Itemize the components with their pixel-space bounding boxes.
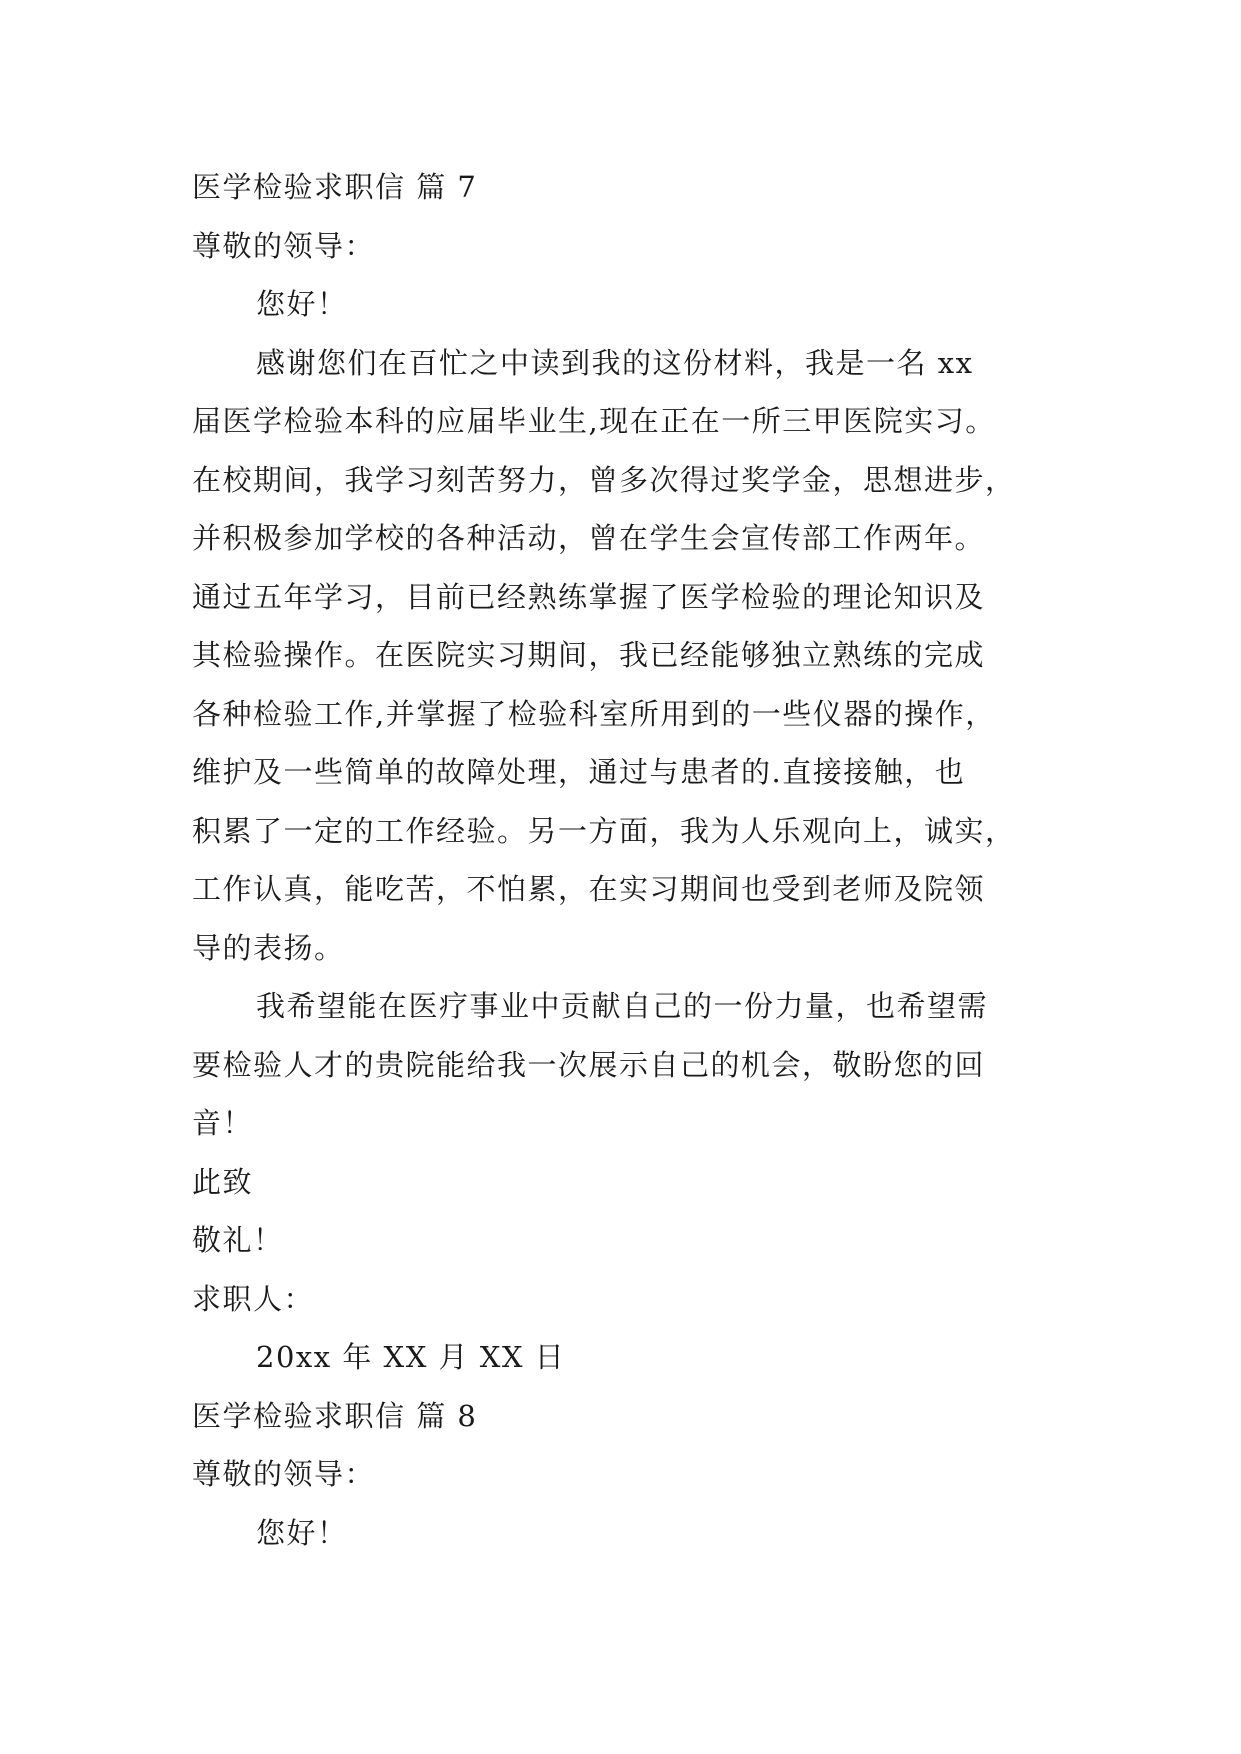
- body-paragraph-line: 并积极参加学校的各种活动，曾在学生会宣传部工作两年。: [192, 521, 986, 555]
- body-paragraph-line: 通过五年学习，目前已经熟练掌握了医学检验的理论知识及: [192, 579, 986, 614]
- greeting: 您好！: [256, 1515, 348, 1550]
- section-heading-7: 医学检验求职信 篇 7: [192, 170, 478, 204]
- closing-salute: 敬礼！: [192, 1223, 284, 1257]
- body-paragraph-line: 要检验人才的贵院能给我一次展示自己的机会，敬盼您的回: [192, 1047, 986, 1082]
- greeting: 您好！: [256, 287, 348, 321]
- letter-date: 20xx 年 XX 月 XX 日: [256, 1340, 566, 1374]
- letter-text-block: [192, 158, 1082, 1562]
- body-paragraph-line: 届医学检验本科的应届毕业生,现在正在一所三甲医院实习。: [192, 404, 996, 438]
- salutation: 尊敬的领导：: [192, 1457, 376, 1491]
- body-paragraph-line: 感谢您们在百忙之中读到我的这份材料，我是一名 xx: [256, 345, 974, 380]
- body-paragraph-line: 我希望能在医疗事业中贡献自己的一份力量，也希望需: [256, 989, 989, 1023]
- applicant-signature: 求职人：: [192, 1281, 315, 1316]
- body-paragraph-line: 工作认真，能吃苦，不怕累，在实习期间也受到老师及院领: [192, 872, 986, 906]
- body-paragraph-line: 维护及一些简单的故障处理，通过与患者的.直接接触，也: [192, 755, 966, 789]
- body-paragraph-line: 导的表扬。: [192, 930, 345, 965]
- salutation: 尊敬的领导：: [192, 228, 376, 263]
- section-heading-8: 医学检验求职信 篇 8: [192, 1398, 478, 1433]
- body-paragraph-line: 音！: [192, 1106, 254, 1140]
- body-paragraph-line: 积累了一定的工作经验。另一方面，我为人乐观向上，诚实，: [192, 813, 1016, 848]
- body-paragraph-line: 各种检验工作,并掌握了检验科室所用到的一些仪器的操作，: [192, 696, 996, 731]
- closing-phrase: 此致: [192, 1164, 254, 1199]
- body-paragraph-line: 在校期间，我学习刻苦努力，曾多次得过奖学金，思想进步，: [192, 462, 1016, 497]
- body-paragraph-line: 其检验操作。在医院实习期间，我已经能够独立熟练的完成: [192, 638, 986, 672]
